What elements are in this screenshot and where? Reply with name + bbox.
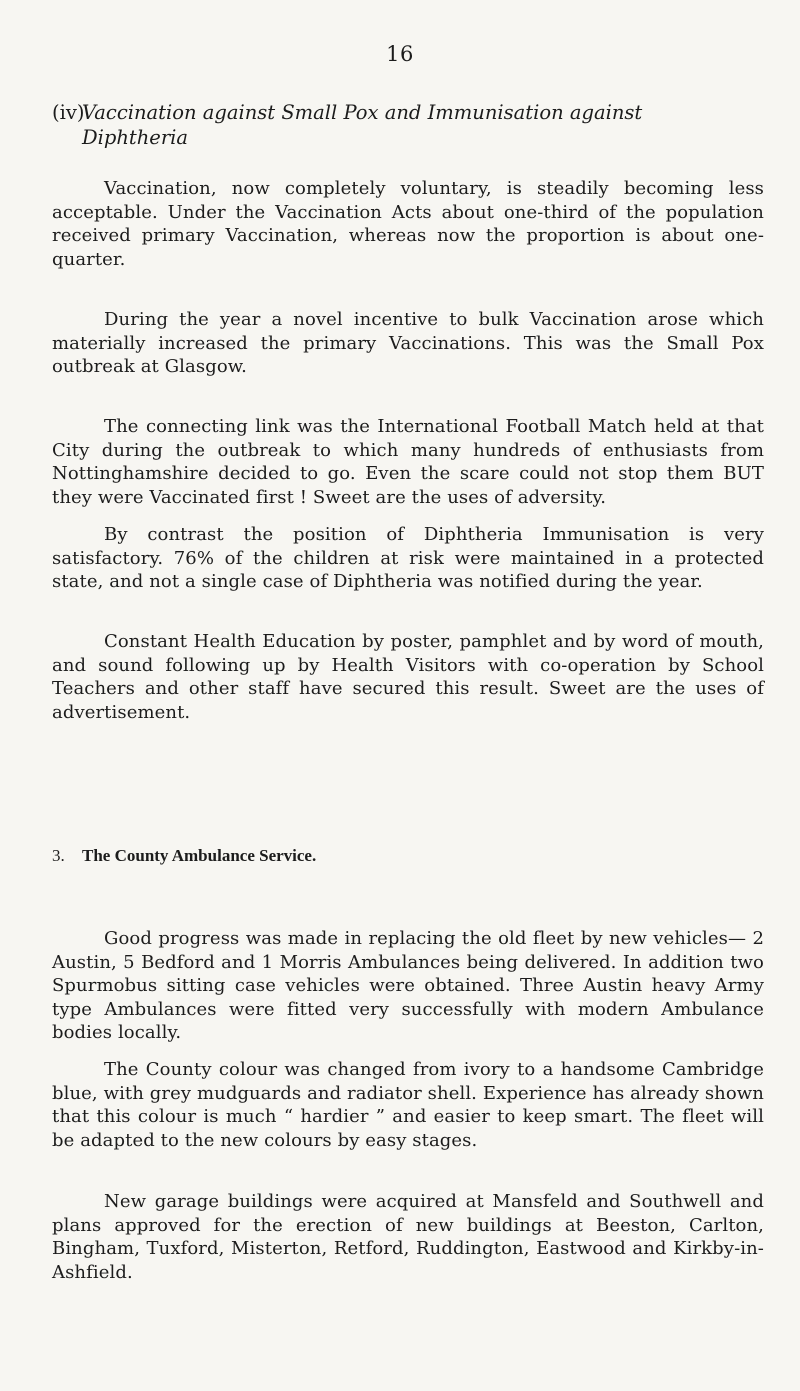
subsection-number: (iv) [52,101,85,124]
paragraph-football-match: The connecting link was the International Football Match held at that City during the outbreak to which many hundreds of enthusiasts from Nottinghamshire decided to go. Even the scare could not stop them BUT they were Vaccinated first ! Sweet are the uses of adversity. [52,416,764,508]
paragraph-county-colour: The County colour was changed from ivory to a handsome Cambridge blue, with grey mudguards and radiator shell. Experience has already shown that this colour is much “ hardier ” and easier to keep smart. The fleet will be adapted to the new colours by easy stages. [52,1059,764,1151]
paragraph-fleet-replacement: Good progress was made in replacing the old fleet by new vehicles— 2 Austin, 5 Bedford and 1 Morris Ambulances being delivered. In addition two Spurmobus sitting case vehicles were obtained. Three Austin heavy Army type Ambulances were fitted very successfully with modern Ambulance bodies locally. [52,928,764,1043]
paragraph-vaccination-voluntary: Vaccination, now completely voluntary, is steadily becoming less acceptable. Under the Vaccination Acts about one-third of the population received primary Vaccination, whereas now the proportion is about one-quarter. [52,178,764,270]
section-heading [52,846,764,866]
section-title: The County Ambulance Service. [82,846,317,865]
subsection-title-line1: Vaccination against Small Pox and Immunisation against [82,101,643,124]
paragraph-garage-buildings: New garage buildings were acquired at Mansfeld and Southwell and plans approved for the erection of new buildings at Beeston, Carlton, Bingham, Tuxford, Misterton, Retford, Ruddington, Eastwood and Kirkby-in-Ashfield. [52,1191,764,1283]
paragraph-glasgow-outbreak: During the year a novel incentive to bulk Vaccination arose which materially increased the primary Vaccinations. This was the Small Pox outbreak at Glasgow. [52,309,764,377]
section-number: 3. [52,846,65,865]
subsection-title-line2: Diphtheria [82,126,189,149]
paragraph-diphtheria-immunisation: By contrast the position of Diphtheria Immunisation is very satisfactory. 76% of the children at risk were maintained in a protected state, and not a single case of Diphtheria was notified during the year. [52,524,764,592]
paragraph-health-education: Constant Health Education by poster, pamphlet and by word of mouth, and sound following up by Health Visitors with co-operation by School Teachers and other staff have secured this result. Sweet are the uses of advertisement. [52,631,764,723]
subsection-heading [52,100,764,150]
page-number: 16 [386,42,414,66]
